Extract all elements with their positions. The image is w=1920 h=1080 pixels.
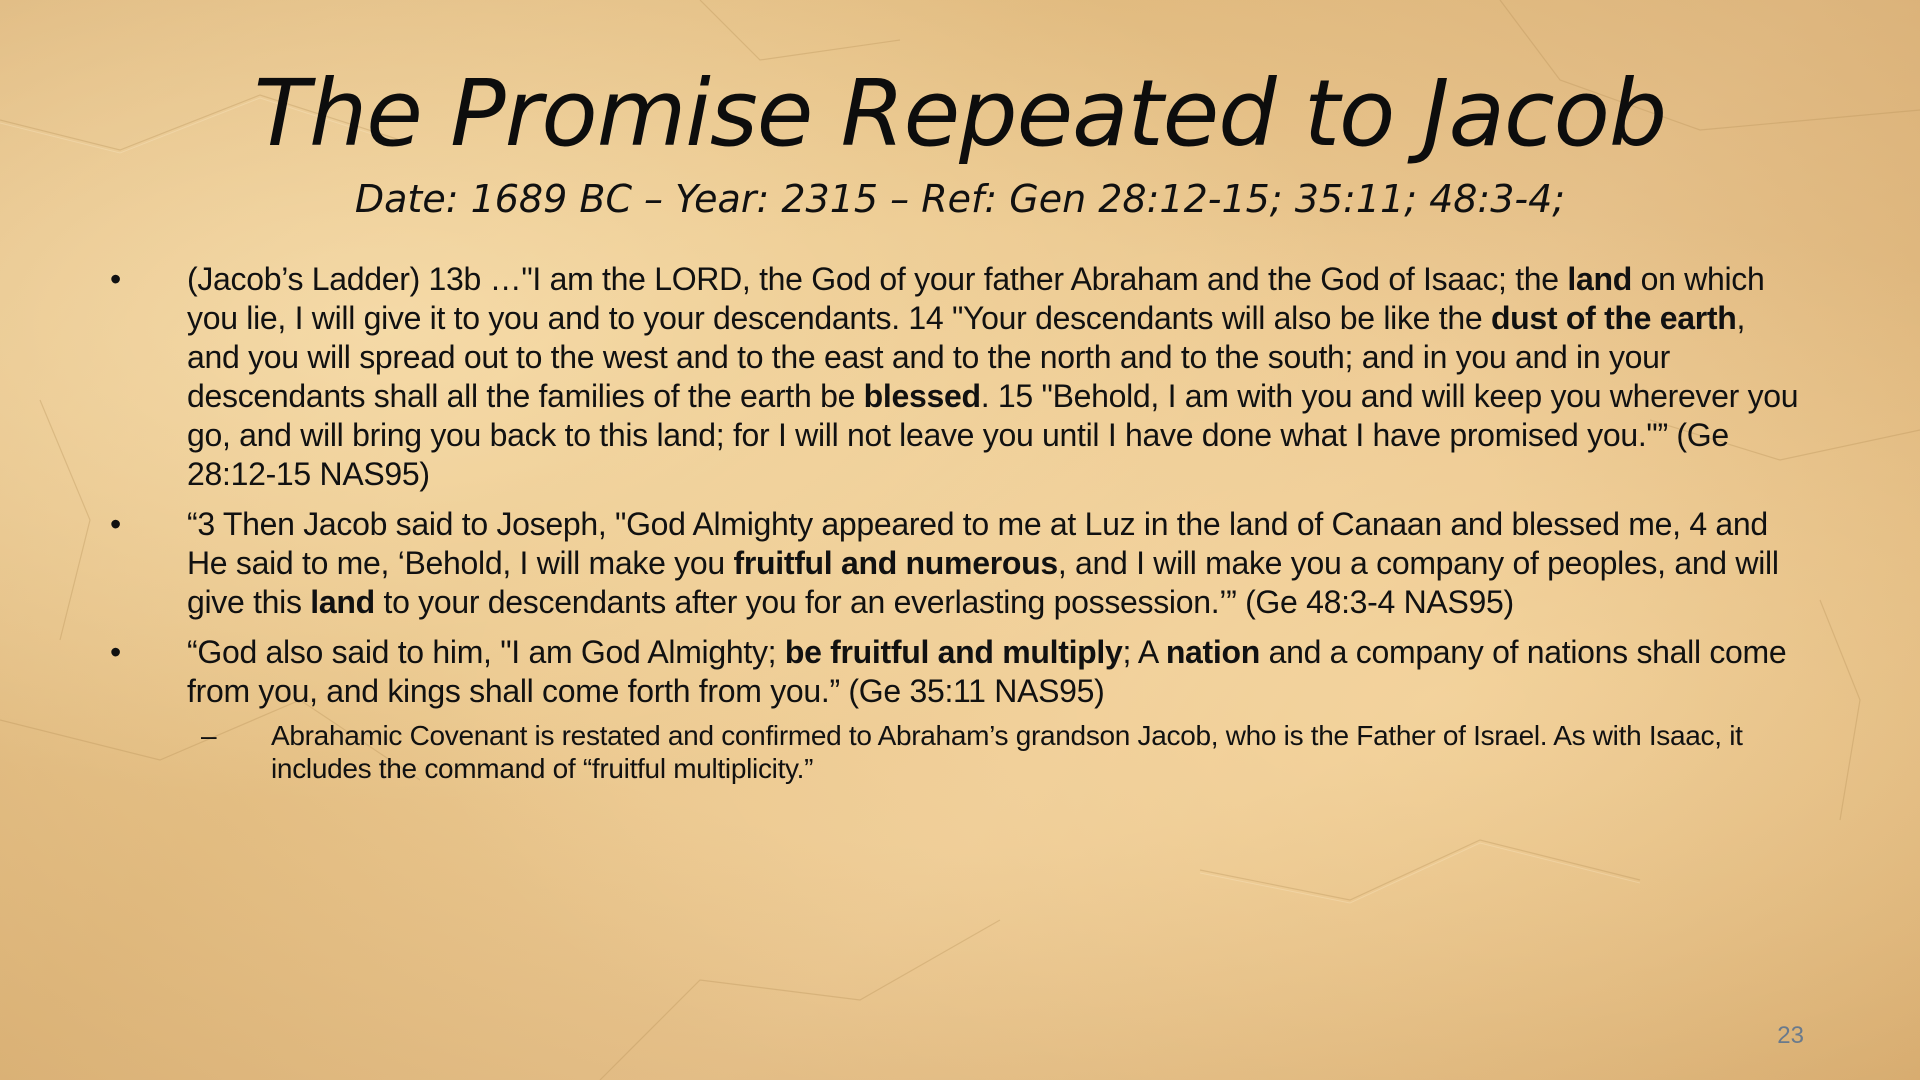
bullet-marker: • xyxy=(110,261,121,297)
bullet-marker: • xyxy=(110,506,121,542)
bullet-emphasis: land xyxy=(310,584,375,620)
bullet-text: , and I will make you a company of peoples, and will give this xyxy=(187,545,1779,620)
bullet-text: . 15 "Behold, I am with you and will keep you wherever you go, and will bring you back to this land; for I will not leave you until I have done what I have promised you."” (Ge 28:12-15 NAS95) xyxy=(187,378,1799,492)
bullet-emphasis: dust of the earth xyxy=(1490,300,1737,336)
bullet-text: (Jacob’s Ladder) 13b …"I am the LORD, the God of your father Abraham and the God of Isaac; the xyxy=(187,261,1568,297)
sub-bullet-text: Abrahamic Covenant is restated and confirmed to Abraham’s grandson Jacob, who is the Father of Israel. As with Isaac, it includes the command of “fruitful multiplicity.” xyxy=(271,720,1743,784)
bullet-emphasis: land xyxy=(1567,261,1632,297)
page-number: 23 xyxy=(1777,1022,1804,1049)
bullet-emphasis: nation xyxy=(1165,634,1260,670)
bullet-text: , and you will spread out to the west and to the east and to the north and to the south; and in you and in your descendants shall all the families of the earth be xyxy=(187,300,1746,414)
bullet-emphasis: blessed xyxy=(863,378,981,414)
bullet-emphasis: be fruitful and multiply xyxy=(784,634,1123,670)
slide-subtitle: Date: 1689 BC – Year: 2315 – Ref: Gen 28:12-15; 35:11; 48:3-4; xyxy=(354,177,1566,221)
bullet-list xyxy=(110,260,1800,796)
bullet-emphasis: fruitful and numerous xyxy=(733,545,1058,581)
bullet-item xyxy=(110,633,1800,785)
bullet-text: to your descendants after you for an everlasting possession.’” (Ge 48:3-4 NAS95) xyxy=(374,584,1514,620)
bullet-item xyxy=(110,260,1800,494)
slide-title: The Promise Repeated to Jacob xyxy=(253,60,1667,167)
bullet-text: “3 Then Jacob said to Joseph, "God Almighty appeared to me at Luz in the land of Canaan and blessed me, 4 and He said to me, ‘Behold, I will make you xyxy=(187,506,1768,581)
sub-bullet-item xyxy=(187,719,1800,785)
bullet-text: ; A xyxy=(1122,634,1166,670)
bullet-text: on which you lie, I will give it to you and to your descendants. 14 "Your descendants will also be like the xyxy=(187,261,1765,336)
sub-bullet-list xyxy=(187,719,1800,785)
bullet-marker: • xyxy=(110,634,121,670)
bullet-text: “God also said to him, "I am God Almighty; xyxy=(187,634,785,670)
bullet-text: and a company of nations shall come from you, and kings shall come forth from you.” (Ge 35:11 NAS95) xyxy=(187,634,1787,709)
bullet-item xyxy=(110,505,1800,622)
sub-bullet-marker: – xyxy=(201,720,217,751)
